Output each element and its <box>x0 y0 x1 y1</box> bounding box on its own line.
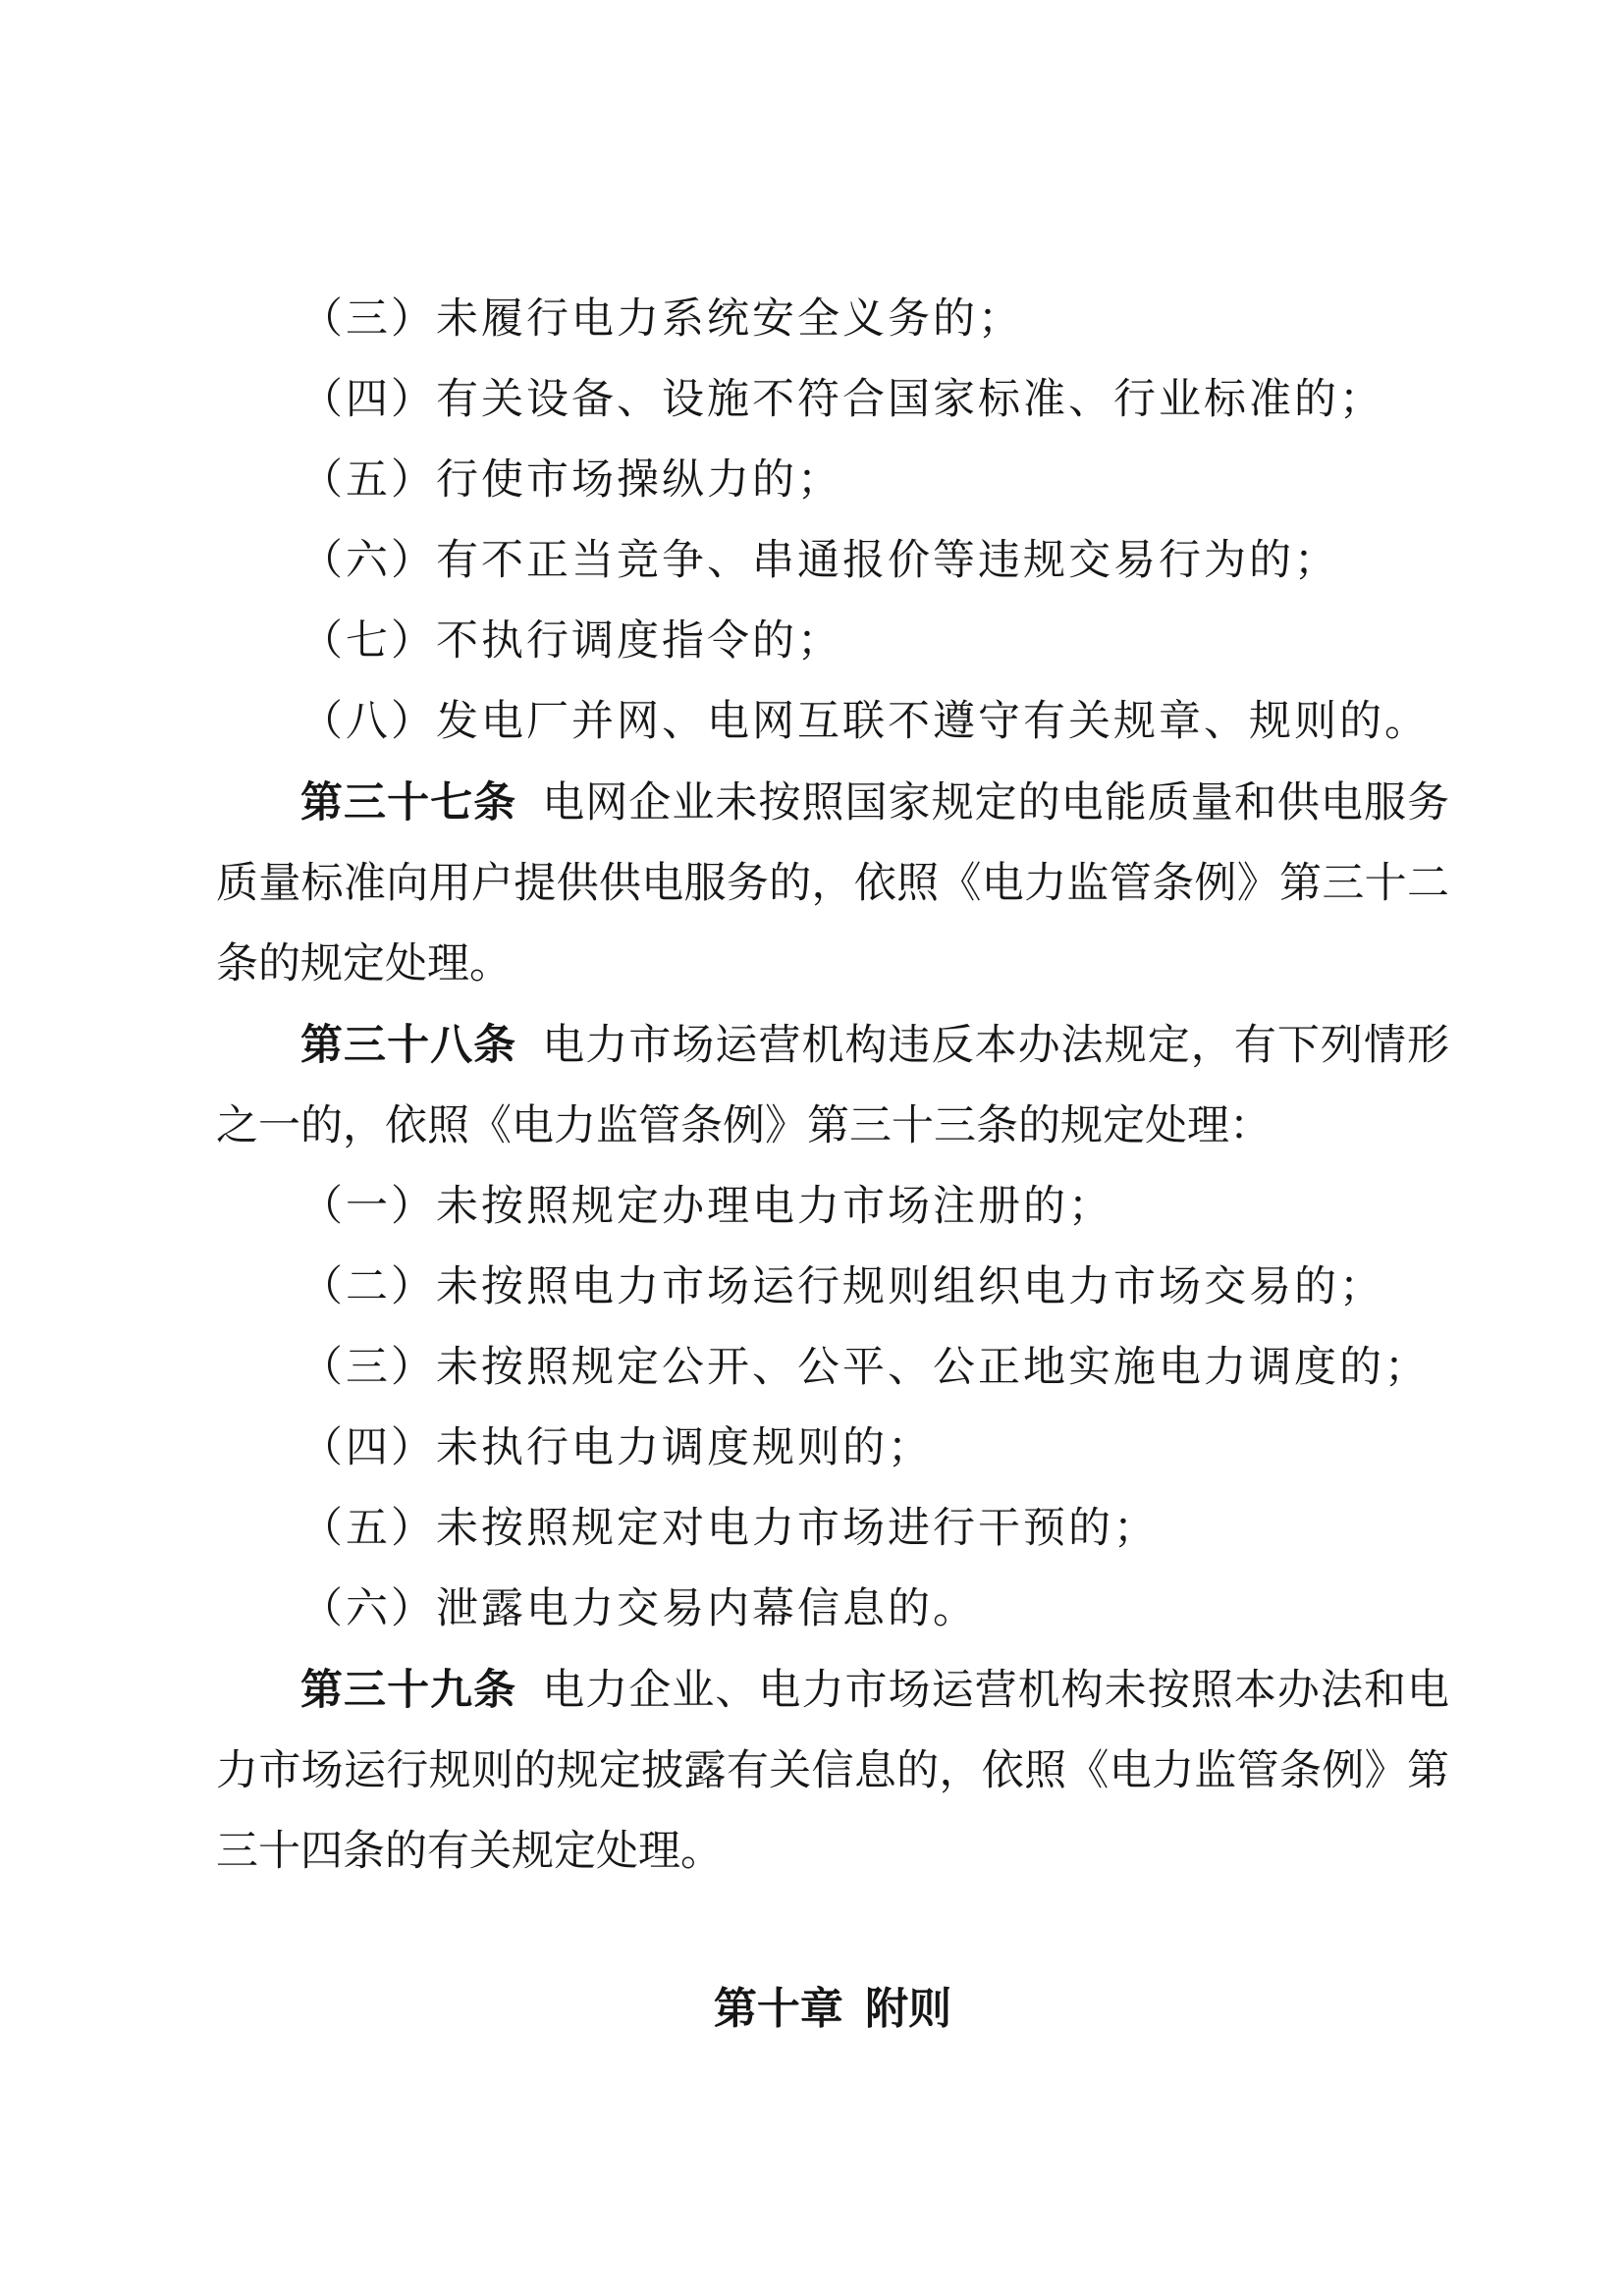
list-item: （二）未按照电力市场运行规则组织电力市场交易的； <box>300 1264 1384 1310</box>
list-item: （四）有关设备、设施不符合国家标准、行业标准的； <box>300 377 1384 423</box>
article-text: 电力市场运营机构违反本办法规定，有下列情形之一的，依照《电力监管条例》第三十三条的规定处理： <box>216 1023 1450 1149</box>
body-text <box>216 280 1449 2050</box>
list-item: （八）发电厂并网、电网互联不遵守有关规章、规则的。 <box>300 699 1430 745</box>
list-item: （四）未执行电力调度规则的； <box>300 1425 933 1471</box>
chapter-heading: 第十章 附则 <box>713 1985 952 2033</box>
article-text: 电力企业、电力市场运营机构未按照本办法和电力市场运行规则的规定披露有关信息的，依照《电力监管条例》第三十四条的有关规定处理。 <box>216 1668 1450 1875</box>
article-number: 第三十八条 <box>300 1022 517 1069</box>
list-item: （三）未履行电力系统安全义务的； <box>300 296 1023 343</box>
list-item: （七）不执行调度指令的； <box>300 618 842 665</box>
article-number: 第三十九条 <box>300 1667 517 1714</box>
list-item: （六）泄露电力交易内幕信息的。 <box>300 1586 978 1632</box>
article-number: 第三十七条 <box>300 779 517 827</box>
list-item: （三）未按照规定公开、公平、公正地实施电力调度的； <box>300 1345 1430 1391</box>
list-item: （五）未按照规定对电力市场进行干预的； <box>300 1506 1159 1552</box>
article-text: 电网企业未按照国家规定的电能质量和供电服务质量标准向用户提供供电服务的，依照《电力监管条例》第三十二条的规定处理。 <box>216 780 1450 988</box>
article-paragraph <box>216 763 1449 1005</box>
article-paragraph <box>216 1650 1449 1893</box>
article-paragraph <box>216 1005 1449 1167</box>
list-item: （一）未按照规定办理电力市场注册的； <box>300 1184 1113 1230</box>
list-item: （五）行使市场操纵力的； <box>300 457 842 504</box>
list-item: （六）有不正当竞争、串通报价等违规交易行为的； <box>300 538 1339 584</box>
